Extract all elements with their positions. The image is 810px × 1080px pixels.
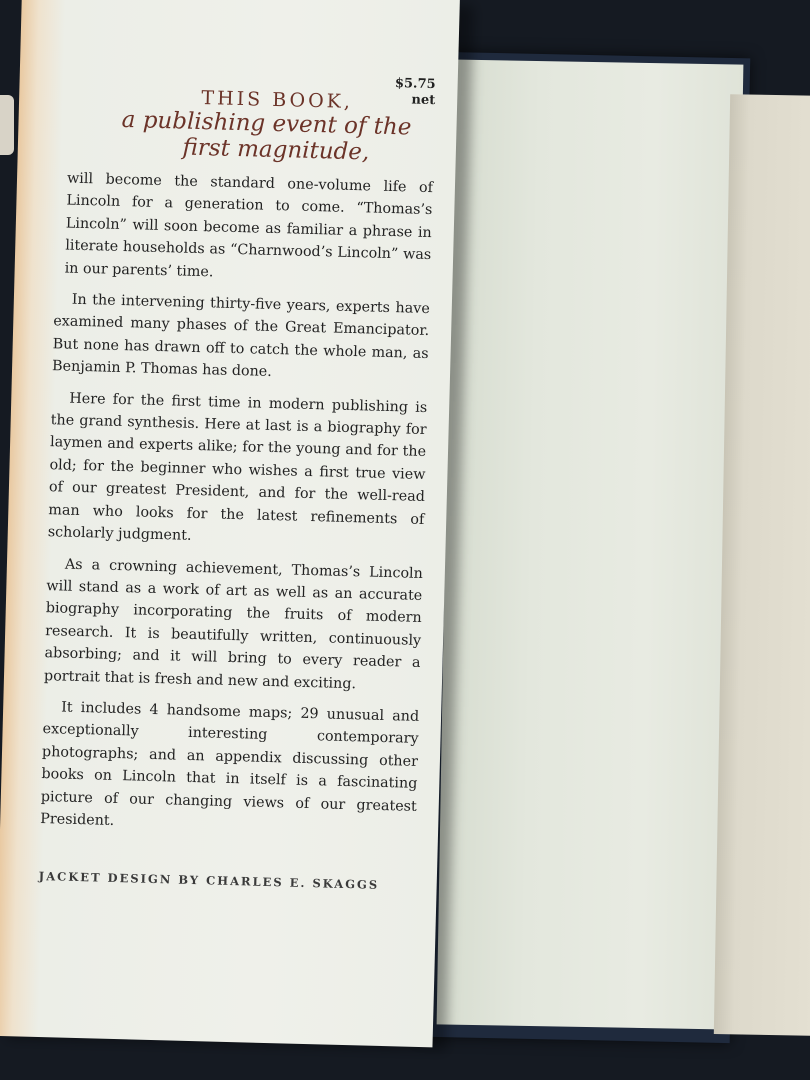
headline-line-3: first magnitude,	[182, 134, 370, 166]
blurb-paragraph: It includes 4 handsome maps; 29 unusual and exceptionally interesting contemporary photographs; and an appendix discussing other books on Lincoln that in itself is a fascinating picture of our changing views of our greatest President.	[40, 699, 420, 829]
blurb-paragraph: Here for the first time in modern publishing is the grand synthesis. Here at last is a biography for laymen and experts alike; for the young and for the old; for the beginner who wishes a first true view of our greatest President, and for the well-read man who looks for the latest refinements of scholarly judgment.	[47, 390, 428, 544]
adjacent-book-edge	[0, 95, 14, 155]
book-endpaper	[437, 60, 744, 1030]
book-page-edge	[714, 94, 810, 1036]
jacket-design-credit: JACKET DESIGN BY CHARLES E. SKAGGS	[38, 869, 380, 892]
blurb-paragraph: will become the standard one-volume life of Lincoln for a generation to come. “Thomas’s Lincoln” will soon become as familiar a phrase in literate households as “Charnwood’s Lincoln” was in our parents’ time.	[64, 170, 434, 280]
headline-line-2: a publishing event of the	[121, 106, 412, 141]
headline-line-1: THIS BOOK,	[201, 87, 354, 113]
blurb-paragraph: In the intervening thirty-five years, experts have examined many phases of the Great Emancipator. But none has drawn off to catch the whole man, as Benjamin P. Thomas has done.	[51, 291, 430, 381]
blurb-paragraph: As a crowning achievement, Thomas’s Lincoln will stand as a work of art as well as an accurate biography incorporating the fruits of modern research. It is beautifully written, continuously absorbing; and it will bring to every reader a portrait that is fresh and new and exciting.	[43, 556, 424, 692]
blurb-body	[40, 167, 433, 849]
headline	[58, 83, 436, 167]
price-amount: $5.75	[394, 76, 436, 93]
price-note: net	[411, 92, 436, 109]
